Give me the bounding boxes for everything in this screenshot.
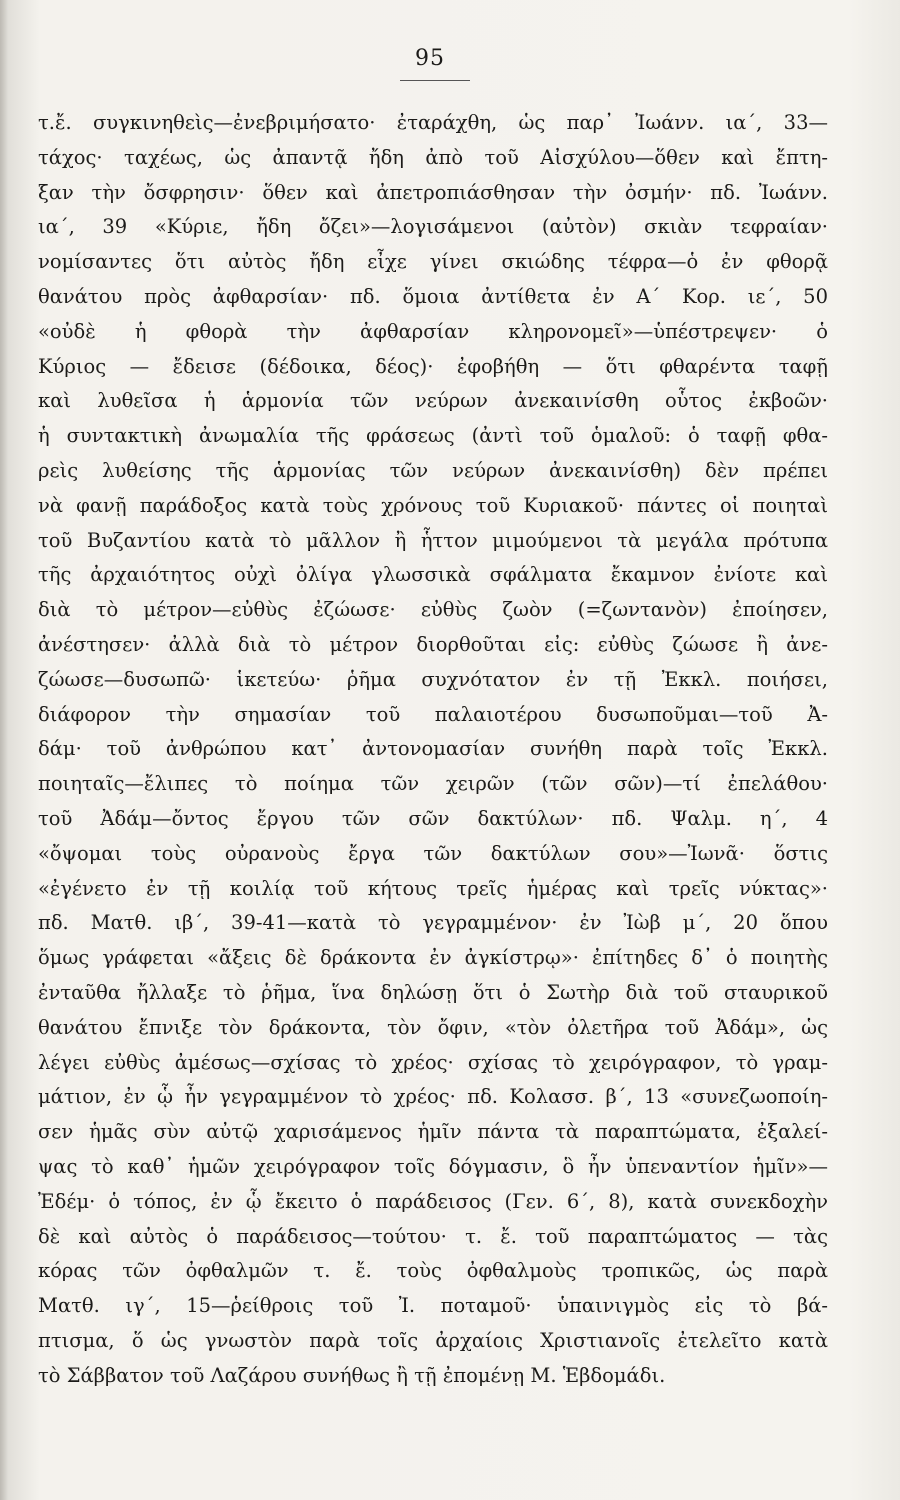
text-line: δάμ· τοῦ ἀνθρώπου κατ᾽ ἀντονομασίαν συνήθη παρὰ τοῖς Ἐκκλ.: [38, 737, 828, 761]
text-line: ξαν τὴν ὄσφρησιν· ὅθεν καὶ ἀπετροπιάσθησαν τὴν ὀσμήν· πδ. Ἰωάνν.: [38, 180, 828, 204]
page-number: 95: [415, 46, 445, 71]
text-line: τὸ Σάββατον τοῦ Λαζάρου συνήθως ἢ τῇ ἐπομένῃ Μ. Ἑβδομάδι.: [38, 1363, 666, 1387]
text-line: διὰ τὸ μέτρον—εὐθὺς ἐζώωσε· εὐθὺς ζωὸν (=ζωντανὸν) ἐποίησεν,: [38, 598, 828, 622]
text-line: μάτιον, ἐν ᾧ ἦν γεγραμμένον τὸ χρέος· πδ. Κολασσ. β΄, 13 «συνεζωοποίη-: [38, 1085, 828, 1109]
text-line: ποιηταῖς—ἔλιπες τὸ ποίημα τῶν χειρῶν (τῶν σῶν)—τί ἐπελάθου·: [38, 772, 828, 796]
text-line: ρεὶς λυθείσης τῆς ἁρμονίας τῶν νεύρων ἀνεκαινίσθη) δὲν πρέπει: [38, 458, 828, 482]
text-line: τοῦ Βυζαντίου κατὰ τὸ μᾶλλον ἢ ἧττον μιμούμενοι τὰ μεγάλα πρότυπα: [38, 528, 828, 552]
page-spine-shadow: [0, 0, 8, 1500]
text-line: ια΄, 39 «Κύριε, ἤδη ὄζει»—λογισάμενοι (αὐτὸν) σκιὰν τεφραίαν·: [38, 215, 828, 239]
text-line: ἀνέστησεν· ἀλλὰ διὰ τὸ μέτρον διορθοῦται εἰς: εὐθὺς ζώωσε ἢ ἀνε-: [38, 632, 828, 656]
text-line: Ἐδέμ· ὁ τόπος, ἐν ᾧ ἔκειτο ὁ παράδεισος (Γεν. 6΄, 8), κατὰ συνεκδοχὴν: [38, 1189, 828, 1213]
page-number-rule: [400, 80, 470, 81]
text-line: νομίσαντες ὅτι αὐτὸς ἤδη εἶχε γίνει σκιώδης τέφρα—ὁ ἐν φθορᾷ: [38, 250, 828, 274]
text-line: δὲ καὶ αὐτὸς ὁ παράδεισος—τούτου· τ. ἔ. τοῦ παραπτώματος — τὰς: [38, 1224, 828, 1248]
text-line: καὶ λυθεῖσα ἡ ἁρμονία τῶν νεύρων ἀνεκαινίσθη οὗτος ἐκβοῶν·: [38, 389, 828, 413]
text-line: τ.ἔ. συγκινηθεὶς—ἐνεβριμήσατο· ἐταράχθη, ὡς παρ᾽ Ἰωάνν. ια΄, 33—: [38, 111, 828, 134]
text-line: λέγει εὐθὺς ἀμέσως—σχίσας τὸ χρέος· σχίσας τὸ χειρόγραφον, τὸ γραμ-: [38, 1050, 828, 1074]
text-line: ψας τὸ καθ᾽ ἡμῶν χειρόγραφον τοῖς δόγμασιν, ὃ ἦν ὑπεναντίον ἡμῖν»—: [38, 1154, 828, 1178]
text-line: τάχος· ταχέως, ὡς ἀπαντᾷ ἤδη ἀπὸ τοῦ Αἰσχύλου—ὅθεν καὶ ἔπτη-: [38, 145, 828, 169]
text-line: Ματθ. ιγ΄, 15—ῥείθροις τοῦ Ἰ. ποταμοῦ· ὑπαινιγμὸς εἰς τὸ βά-: [38, 1294, 828, 1318]
text-line: ὅμως γράφεται «ἄξεις δὲ δράκοντα ἐν ἀγκίστρῳ»· ἐπίτηδες δ᾽ ὁ ποιητὴς: [38, 946, 828, 970]
text-line: ἐνταῦθα ἤλλαξε τὸ ῥῆμα, ἵνα δηλώσῃ ὅτι ὁ Σωτὴρ διὰ τοῦ σταυρικοῦ: [38, 980, 828, 1004]
text-line: θανάτου πρὸς ἀφθαρσίαν· πδ. ὅμοια ἀντίθετα ἐν Α΄ Κορ. ιε΄, 50: [38, 284, 828, 308]
text-line: «ἐγένετο ἐν τῇ κοιλίᾳ τοῦ κήτους τρεῖς ἡμέρας καὶ τρεῖς νύκτας»·: [38, 876, 828, 900]
text-line: «ὄψομαι τοὺς οὐρανοὺς ἔργα τῶν δακτύλων σου»—Ἰωνᾶ· ὅστις: [38, 841, 828, 865]
text-line: πδ. Ματθ. ιβ΄, 39-41—κατὰ τὸ γεγραμμένον· ἐν Ἰὼβ μ΄, 20 ὅπου: [38, 911, 828, 935]
text-line: τοῦ Ἀδάμ—ὄντος ἔργου τῶν σῶν δακτύλων· πδ. Ψαλμ. η΄, 4: [38, 806, 828, 830]
text-line: σεν ἡμᾶς σὺν αὐτῷ χαρισάμενος ἡμῖν πάντα τὰ παραπτώματα, ἐξαλεί-: [38, 1120, 828, 1144]
text-line: «οὐδὲ ἡ φθορὰ τὴν ἀφθαρσίαν κληρονομεῖ»—ὑπέστρεψεν· ὁ: [38, 319, 828, 343]
text-line: νὰ φανῇ παράδοξος κατὰ τοὺς χρόνους τοῦ Κυριακοῦ· πάντες οἱ ποιηταὶ: [38, 493, 828, 517]
text-line: τῆς ἀρχαιότητος οὐχὶ ὀλίγα γλωσσικὰ σφάλματα ἔκαμνον ἐνίοτε καὶ: [38, 563, 828, 587]
text-line: διάφορον τὴν σημασίαν τοῦ παλαιοτέρου δυσωποῦμαι—τοῦ Ἀ-: [38, 702, 828, 726]
body-text: [38, 106, 828, 1393]
text-line: κόρας τῶν ὀφθαλμῶν τ. ἔ. τοὺς ὀφθαλμοὺς τροπικῶς, ὡς παρὰ: [38, 1259, 828, 1283]
text-line: θανάτου ἔπνιξε τὸν δράκοντα, τὸν ὄφιν, «τὸν ὀλετῆρα τοῦ Ἀδάμ», ὡς: [38, 1015, 828, 1039]
text-line: ζώωσε—δυσωπῶ· ἱκετεύω· ῥῆμα συχνότατον ἐν τῇ Ἐκκλ. ποιήσει,: [38, 667, 828, 691]
text-line: ἡ συντακτικὴ ἀνωμαλία τῆς φράσεως (ἀντὶ τοῦ ὁμαλοῦ: ὁ ταφῇ φθα-: [38, 424, 828, 448]
text-line: Κύριος — ἔδεισε (δέδοικα, δέος)· ἐφοβήθη — ὅτι φθαρέντα ταφῇ: [38, 354, 828, 378]
text-line: πτισμα, ὅ ὡς γνωστὸν παρὰ τοῖς ἀρχαίοις Χριστιανοῖς ἐτελεῖτο κατὰ: [38, 1328, 828, 1352]
